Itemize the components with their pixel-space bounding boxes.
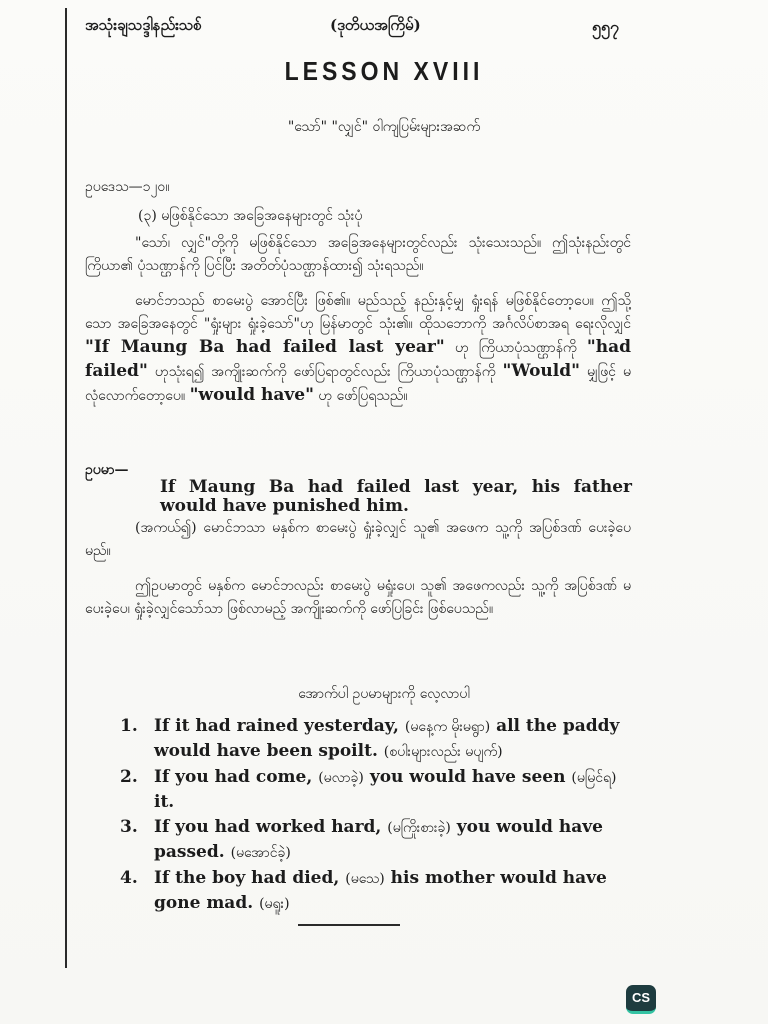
paragraph-intro bbox=[85, 232, 631, 278]
exercise-english: you would have passed. bbox=[154, 817, 603, 862]
exercise-english: If you had worked hard, bbox=[154, 817, 382, 837]
example-translation-text: (အကယ်၍) မောင်ဘသာ မနှစ်က စာမေးပွဲ ရှုံးခဲ့လျှင် သူ၏ အဖေက သူ့ကို အပြစ်ဒဏ် ပေးခဲ့ပေမည်။ bbox=[85, 520, 631, 559]
exercise-number: 3. bbox=[120, 817, 138, 837]
exercise-number: 2. bbox=[120, 767, 138, 787]
exercise-english: If you had come, bbox=[154, 767, 313, 787]
example-english-sentence: If Maung Ba had failed last year, his father would have punished him. bbox=[160, 477, 632, 516]
camscanner-logo-icon: CS bbox=[626, 985, 656, 1014]
explanation-text-5: ဟု ဖော်ပြရသည်။ bbox=[318, 388, 408, 404]
rule-reference: ဥပဒေသ—၁၂၀။ bbox=[85, 179, 170, 195]
exercise-english: If the boy had died, bbox=[154, 868, 340, 888]
explanation-english-3: "Would" bbox=[502, 361, 580, 381]
lesson-title: LESSON XVIII bbox=[284, 56, 484, 86]
rule-heading: (၃) မဖြစ်နိုင်သော အခြေအနေများတွင် သုံးပုံ bbox=[138, 208, 363, 224]
exercise-number: 1. bbox=[120, 716, 138, 736]
example-translation bbox=[85, 517, 631, 563]
page-number: ၅၅၇ bbox=[592, 17, 619, 36]
exercise-burmese: (မနေ့က မိုးမရွာ) bbox=[404, 719, 491, 735]
exercise-burmese: (မလာခဲ့) bbox=[318, 770, 364, 786]
section-end-rule bbox=[298, 924, 400, 926]
exercise-burmese: (မအောင်ခဲ့) bbox=[230, 845, 291, 861]
explanation-text-4: မျှဖြင့် မလုံလောက်တော့ပေ။ bbox=[85, 364, 631, 404]
running-header-book-title: အသုံးချသဒ္ဒါနည်းသစ် bbox=[85, 16, 202, 34]
example-label: ဥပမာ— bbox=[85, 462, 129, 478]
exercise-item-4 bbox=[118, 866, 634, 916]
explanation-text-1: မောင်ဘသည် စာမေးပွဲ အောင်ပြီး ဖြစ်၏။ မည်သည့် နည်းနှင့်မျှ ရှုံးရန် မဖြစ်နိုင်တော့ပေ။ ဤသို့သော အခြေအနေတွင် "ရှုံးများ ရှုံးခဲ့သော်"ဟု မြန်မာတွင် သုံး၏။ ထိုသဘောကို အင်္ဂလိပ်စာအရ ရေးလိုလျှင် bbox=[85, 293, 631, 332]
explanation-text-3: ဟုသုံးရ၍ အကျိုးဆက်ကို ဖော်ပြရာတွင်လည်း ကြိယာပုံသဏ္ဌာန်ကို bbox=[154, 364, 496, 380]
exercise-item-2 bbox=[118, 765, 634, 814]
exercise-english: it. bbox=[154, 792, 175, 812]
explanation-english-4: "would have" bbox=[189, 385, 314, 405]
exercise-number: 4. bbox=[120, 868, 138, 888]
exercise-english: you would have seen bbox=[369, 767, 566, 787]
exercise-burmese: (မရူး) bbox=[259, 896, 290, 912]
running-header-edition: (ဒုတိယအကြိမ်) bbox=[330, 16, 421, 34]
left-margin-rule bbox=[65, 8, 67, 968]
exercise-item-3 bbox=[118, 815, 634, 865]
exercise-list bbox=[118, 714, 634, 917]
explanation-english-2: "had failed" bbox=[85, 337, 631, 381]
exercise-burmese: (မကြိုးစားခဲ့) bbox=[387, 820, 451, 836]
exercise-english: all the paddy would have been spoilt. bbox=[154, 716, 620, 761]
exercise-burmese: (စပါးများလည်း မပျက်) bbox=[383, 744, 503, 760]
example-note-text: ဤဥပမာတွင် မနှစ်က မောင်ဘလည်း စာမေးပွဲ မရှုံးပေ၊ သူ၏ အဖေကလည်း သူ့ကို အပြစ်ဒဏ် မပေးခဲ့ပေ၊ ရှုံးခဲ့လျှင်သော်သာ ဖြစ်လာမည့် အကျိုးဆက်ကို ဖော်ပြခြင်း ဖြစ်ပေသည်။ bbox=[85, 578, 631, 617]
exercise-burmese: (မမြင်ရ) bbox=[571, 770, 617, 786]
paragraph-intro-text: "သော်၊ လျှင်"တို့ကို မဖြစ်နိုင်သော အခြေအနေများတွင်လည်း သုံးသေးသည်။ ဤသုံးနည်းတွင် ကြိယာ၏ ပုံသဏ္ဌာန်ကို ပြင်ပြီး အတိတ်ပုံသဏ္ဌာန်ထား၍ သုံးရသည်။ bbox=[85, 235, 631, 274]
exercise-heading: အောက်ပါ ဥပမာများကို လေ့လာပါ bbox=[298, 686, 470, 702]
exercise-english: If it had rained yesterday, bbox=[154, 716, 399, 736]
explanation-english-1: "If Maung Ba had failed last year" bbox=[85, 337, 445, 357]
paragraph-example-note bbox=[85, 575, 631, 621]
lesson-subtitle: "သော်" "လျှင်" ဝါကျပြမ်းများအဆက် bbox=[287, 119, 481, 135]
exercise-english: his mother would have gone mad. bbox=[154, 868, 607, 913]
exercise-burmese: (မသေ) bbox=[345, 871, 385, 887]
exercise-item-1 bbox=[118, 714, 634, 764]
explanation-text-2: ဟု ကြိယာပုံသဏ္ဌာန်ကို bbox=[454, 340, 577, 356]
paragraph-explanation bbox=[85, 290, 631, 408]
